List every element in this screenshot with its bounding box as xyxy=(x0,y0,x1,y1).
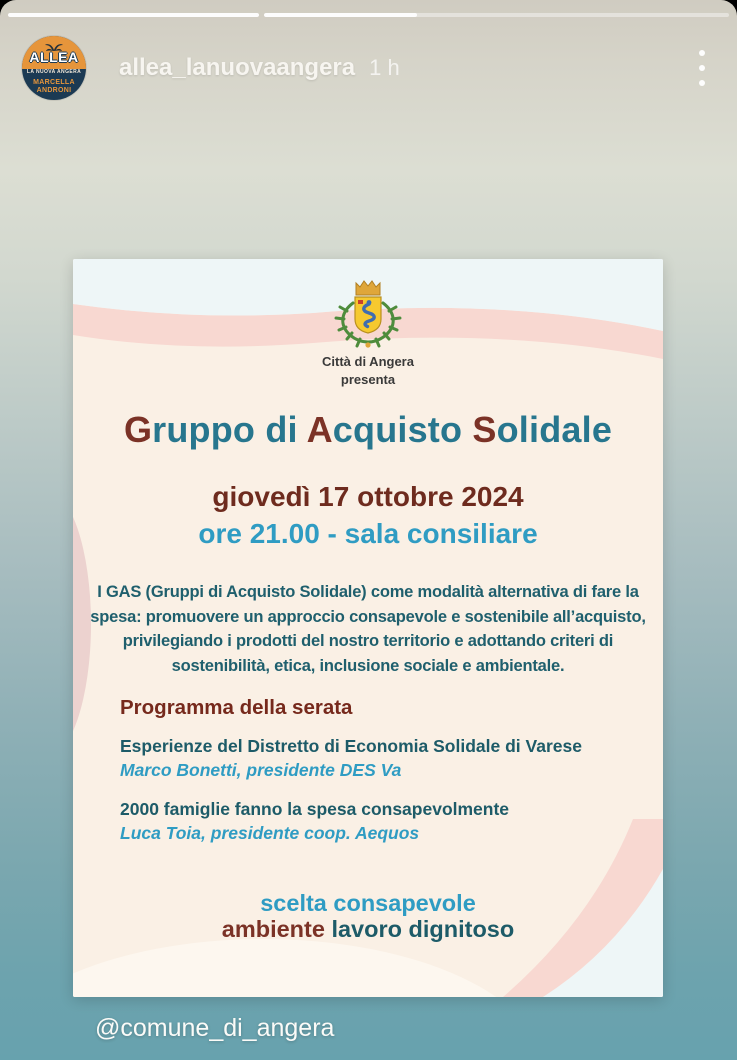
program-item-speaker: Marco Bonetti, presidente DES Va xyxy=(120,760,402,780)
title-initial-a: A xyxy=(306,409,333,450)
organizer-lines xyxy=(73,353,663,389)
angera-coat-of-arms-icon xyxy=(322,269,414,353)
footer-slogan-line2 xyxy=(73,916,663,943)
story-header xyxy=(22,36,711,100)
organizer-city: Città di Angera xyxy=(322,354,414,369)
mention-tag[interactable]: @comune_di_angera xyxy=(95,1014,335,1042)
footer-slogan-ambiente: ambiente xyxy=(221,916,325,942)
event-time-venue: ore 21.00 - sala consiliare xyxy=(198,518,538,549)
story-timestamp: 1 h xyxy=(369,55,400,80)
organizer-presents: presenta xyxy=(340,372,396,387)
program-heading: Programma della serata xyxy=(120,696,353,719)
story-progress-fill-2 xyxy=(264,13,417,17)
program-item xyxy=(120,734,643,782)
story-progress-bars xyxy=(8,13,729,17)
event-description: I GAS (Gruppi di Acquisto Solidale) come modalità alternativa di fare la spesa: promuovere un approccio consapevole e sostenibile all’acquisto, privilegiando i prodotti del nostro territorio e adottando criteri di sostenibilità, etica, inclusione sociale e ambientale. xyxy=(90,583,646,675)
story-progress-segment-2 xyxy=(264,13,729,17)
title-initial-g: G xyxy=(123,409,153,450)
title-part-olidale: olidale xyxy=(496,409,613,450)
program-item-speaker: Luca Toia, presidente coop. Aequos xyxy=(120,823,420,843)
avatar-person-line2: ANDRONI xyxy=(36,87,72,94)
program-item-title: Esperienze del Distretto di Economia Solidale di Varese xyxy=(120,736,582,756)
event-title xyxy=(73,409,663,451)
avatar-brand-text: ALLEA xyxy=(29,49,79,65)
event-flyer xyxy=(73,259,663,997)
program-item xyxy=(120,797,643,845)
event-date: giovedì 17 ottobre 2024 xyxy=(212,481,524,512)
footer-slogan-line1: scelta consapevole xyxy=(260,890,476,916)
avatar[interactable] xyxy=(22,36,86,100)
kebab-menu-icon[interactable] xyxy=(693,46,711,90)
avatar-person-line1: MARCELLA xyxy=(33,79,75,86)
avatar-subtitle-text: LA NUOVA ANGERA xyxy=(26,69,82,75)
footer-slogan-lavoro: lavoro dignitoso xyxy=(324,916,515,942)
story-progress-segment-1 xyxy=(8,13,259,17)
title-initial-s: S xyxy=(472,409,497,450)
title-part-ruppo: ruppo di xyxy=(152,409,307,450)
crest-block xyxy=(73,269,663,358)
story-progress-fill-1 xyxy=(8,13,259,17)
story-username[interactable]: allea_lanuovaangera xyxy=(119,54,356,81)
title-part-cquisto: cquisto xyxy=(332,409,473,450)
program-item-title: 2000 famiglie fanno la spesa consapevolmente xyxy=(120,799,510,819)
